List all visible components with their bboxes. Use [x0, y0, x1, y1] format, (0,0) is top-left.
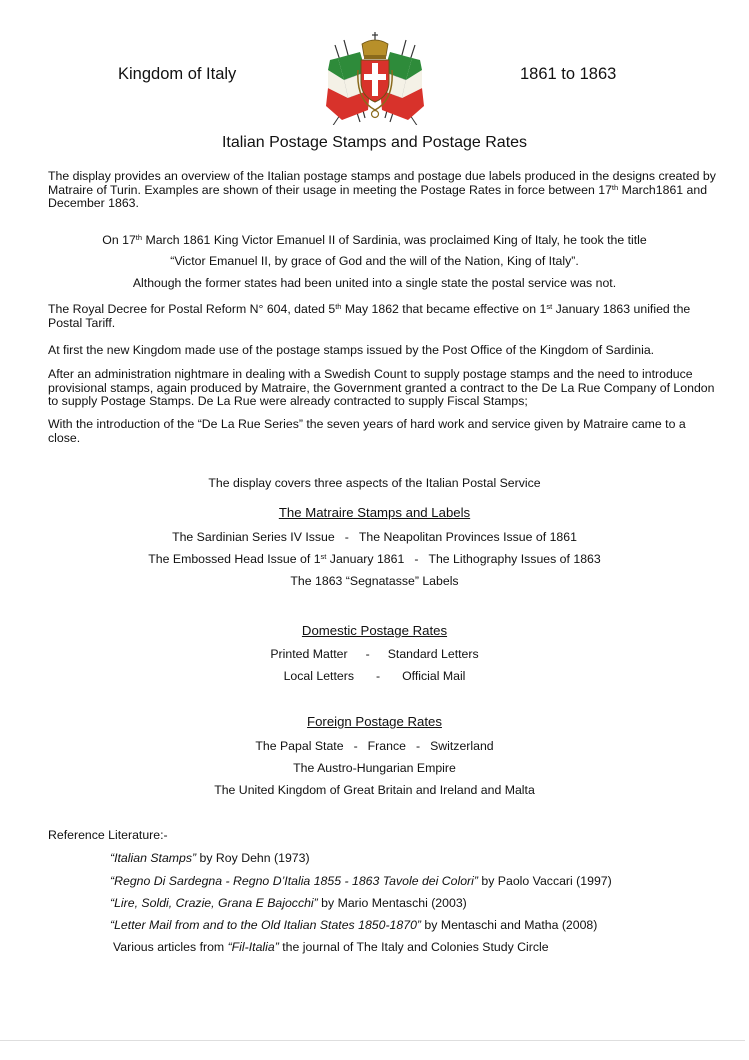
proclamation-text-end: March 1861 King Victor Emanuel II of Sardinia, was proclaimed King of Italy, he took the title: [142, 233, 647, 247]
reference-author: by Paolo Vaccari (1997): [477, 874, 612, 888]
separator-dash: -: [375, 669, 381, 683]
page-title: Italian Postage Stamps and Postage Rates: [221, 134, 528, 151]
intro-paragraph: [48, 170, 718, 211]
foreign-section-heading: [0, 714, 749, 729]
reference-item: [110, 874, 612, 888]
coat-of-arms-emblem: [320, 30, 430, 125]
separator-dash: -: [415, 739, 421, 753]
separator-dash: -: [414, 552, 419, 566]
matraire-row-1: [0, 530, 749, 544]
france: France: [367, 739, 406, 753]
reference-title: “Fil-Italia”: [227, 940, 279, 954]
austro-hungarian-empire: The Austro-Hungarian Empire: [293, 761, 456, 775]
de-la-rue-series-paragraph: With the introduction of the “De La Rue Series” the seven years of hard work and service given by Matraire came to a close.: [48, 417, 686, 445]
aspects-intro: The display covers three aspects of the Italian Postal Service: [208, 476, 541, 490]
reference-author: the journal of The Italy and Colonies Study Circle: [278, 940, 549, 954]
embossed-head-issue: The Embossed Head Issue of 1: [148, 552, 321, 566]
lithography-issues: The Lithography Issues of 1863: [428, 552, 601, 566]
reference-item: [113, 940, 549, 954]
ordinal-suffix: st: [320, 552, 327, 561]
royal-decree-paragraph: [48, 303, 718, 330]
switzerland: Switzerland: [430, 739, 494, 753]
foreign-row-1: [0, 739, 749, 753]
united-kingdom-and-malta: The United Kingdom of Great Britain and Ireland and Malta: [214, 783, 535, 797]
page-edge-divider: [0, 1040, 745, 1041]
reference-item: [110, 918, 597, 932]
savoy-emblem-icon: [320, 30, 430, 125]
domestic-heading: Domestic Postage Rates: [301, 623, 448, 638]
decree-text: The Royal Decree for Postal Reform N° 604, dated 5: [48, 302, 336, 316]
intro-text: The display provides an overview of the Italian postage stamps and postage due labels produced in the designs created by Matraire of Turin. Examples are shown of their usage in meeting the Postage Rates in force between 17: [48, 169, 716, 197]
ordinal-suffix: th: [335, 302, 342, 311]
intro-text-end: March1861 and December 1863.: [48, 182, 708, 211]
reference-title: “Letter Mail from and to the Old Italian States 1850-1870”: [110, 918, 422, 932]
proclamation-line: [0, 233, 749, 247]
reference-item: [110, 896, 467, 910]
sardinia-stamps-paragraph: At first the new Kingdom made use of the postage stamps issued by the Post Office of the Kingdom of Sardinia.: [48, 343, 655, 357]
reference-item: [110, 851, 310, 865]
header-date-range: 1861 to 1863: [520, 65, 617, 83]
official-mail: Official Mail: [402, 669, 466, 683]
matraire-section-heading: [0, 505, 749, 520]
royal-title-quote: “Victor Emanuel II, by grace of God and the will of the Nation, King of Italy”.: [170, 254, 579, 268]
domestic-row-1: [0, 647, 749, 661]
standard-letters: Standard Letters: [387, 647, 479, 661]
de-la-rue-contract-paragraph: After an administration nightmare in dealing with a Swedish Count to supply postage stamps and the need to introduce provisional stamps, again produced by Matraire, the Government granted a contract to the De La Rue Company of London to supply Postage Stamps. De La Rue were already contracted to supply Fiscal Stamps;: [48, 367, 715, 409]
embossed-head-issue-date: January 1861: [326, 552, 405, 566]
reference-title: “Italian Stamps”: [110, 851, 197, 865]
separator-dash: -: [365, 647, 370, 661]
decree-text-end: January 1863 unified the Postal Tariff.: [48, 302, 691, 330]
local-letters: Local Letters: [283, 669, 354, 683]
domestic-section-heading: [0, 623, 749, 638]
decree-text-middle: May 1862 that became effective on 1: [341, 302, 547, 316]
proclamation-text: On 17: [102, 233, 136, 247]
sardinian-series-iv: The Sardinian Series IV Issue: [172, 530, 335, 544]
segnatasse-labels: The 1863 “Segnatasse” Labels: [290, 574, 459, 588]
ordinal-suffix: th: [611, 182, 619, 192]
papal-state: The Papal State: [255, 739, 344, 753]
matraire-heading: The Matraire Stamps and Labels: [278, 505, 471, 520]
ordinal-suffix: th: [135, 233, 143, 242]
printed-matter: Printed Matter: [270, 647, 348, 661]
reference-author: by Roy Dehn (1973): [196, 851, 310, 865]
ordinal-suffix: st: [546, 302, 553, 311]
foreign-heading: Foreign Postage Rates: [307, 714, 442, 729]
separator-dash: -: [344, 530, 349, 544]
reference-title: “Lire, Soldi, Crazie, Grana E Bajocchi”: [110, 896, 318, 910]
neapolitan-provinces-issue: The Neapolitan Provinces Issue of 1861: [358, 530, 577, 544]
reference-author: by Mentaschi and Matha (2008): [421, 918, 598, 932]
domestic-row-2: [0, 669, 749, 683]
reference-title: “Regno Di Sardegna - Regno D’Italia 1855 - 1863 Tavole dei Colori”: [110, 874, 478, 888]
reference-author: by Mario Mentaschi (2003): [317, 896, 467, 910]
header-kingdom-of-italy: Kingdom of Italy: [118, 65, 237, 83]
reference-literature-heading: Reference Literature:-: [48, 828, 168, 842]
reference-prefix: Various articles from: [113, 940, 228, 954]
postal-service-note: Although the former states had been united into a single state the postal service was not.: [132, 276, 617, 290]
matraire-row-2: [0, 552, 749, 566]
separator-dash: -: [353, 739, 358, 753]
